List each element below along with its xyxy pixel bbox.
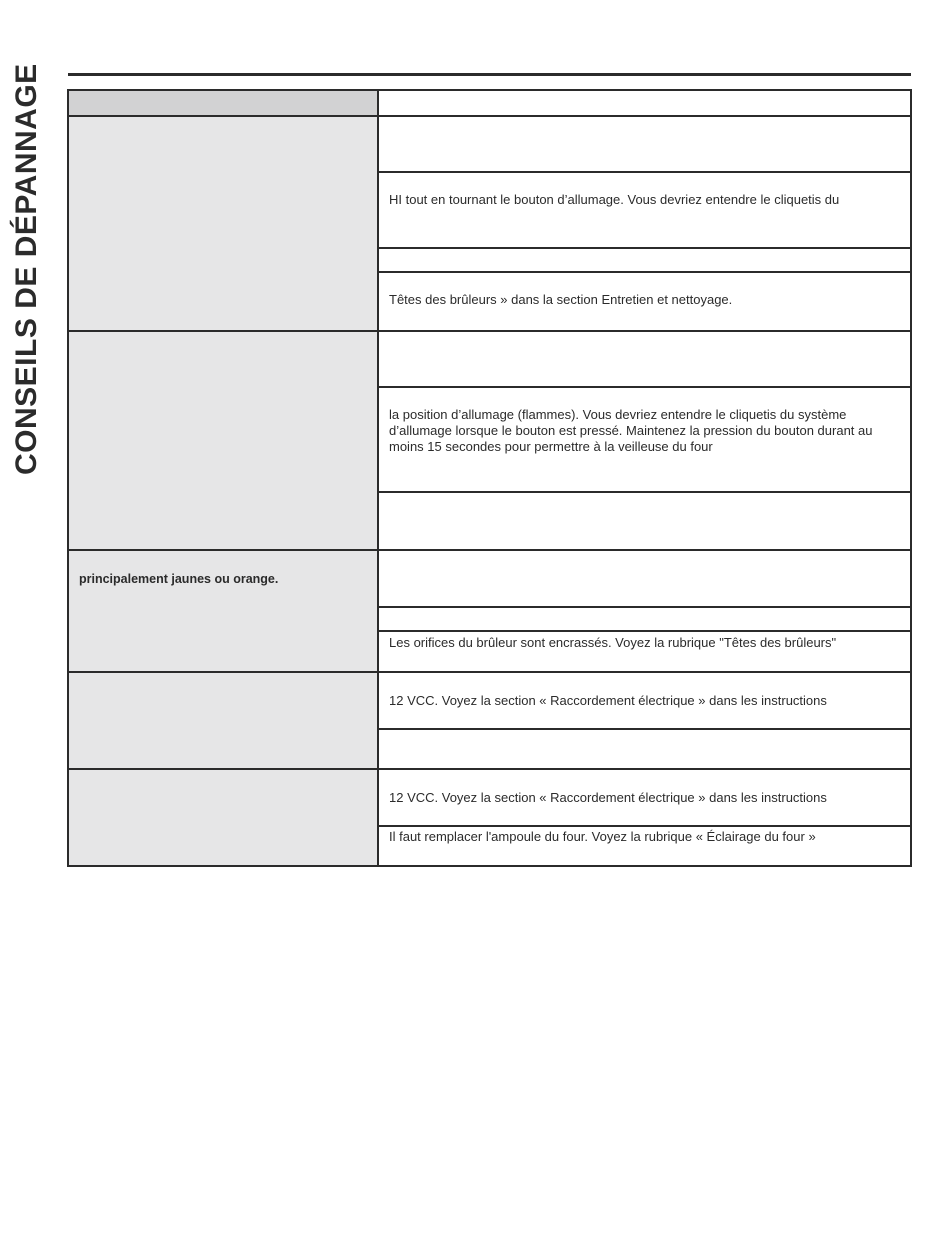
cause-text: Il faut remplacer l'ampoule du four. Voyez la rubrique « Éclairage du four » [389,829,816,844]
cause-divider [377,271,912,273]
cause-divider [377,728,912,730]
cause-text: Les orifices du brûleur sont encrassés. Voyez la rubrique "Têtes des brûleurs" [389,635,837,650]
row-divider [67,671,912,673]
cause-text: 12 VCC. Voyez la section « Raccordement électrique » dans les instructions [389,693,827,708]
problem-cell-2 [68,331,378,550]
cause-text: la position d’allumage (flammes). Vous devriez entendre le cliquetis du système d’allumage lorsque le bouton est pressé. Maintenez la pression du bouton durant au moins 15 secondes pour permettre à la veilleuse du four [389,407,873,454]
table-border-right [910,89,912,867]
table-header-problem [68,90,378,116]
row-divider [67,330,912,332]
problem-cell-3 [68,550,378,672]
cause-divider [377,825,912,827]
row-divider [67,115,912,117]
table-border-top [67,89,912,91]
cause-divider [377,630,912,632]
cause-divider [377,386,912,388]
cause-divider [377,171,912,173]
problem-cell-4 [68,672,378,769]
table-border-left [67,89,69,867]
cause-divider [377,491,912,493]
problem-cell-5 [68,769,378,866]
row-divider [67,768,912,770]
cause-divider [377,247,912,249]
table-column-divider [377,89,379,867]
cause-text: HI tout en tournant le bouton d’allumage. Vous devriez entendre le cliquetis du [389,192,840,207]
table-border-bottom [67,865,912,867]
row-divider [67,549,912,551]
cause-text: Têtes des brûleurs » dans la section Entretien et nettoyage. [389,292,733,307]
problem-label: principalement jaunes ou orange. [79,572,279,586]
section-side-title: CONSEILS DE DÉPANNAGE [10,63,43,475]
cause-divider [377,606,912,608]
top-divider [68,73,911,76]
problem-cell-1 [68,116,378,331]
cause-text: 12 VCC. Voyez la section « Raccordement électrique » dans les instructions [389,790,827,805]
